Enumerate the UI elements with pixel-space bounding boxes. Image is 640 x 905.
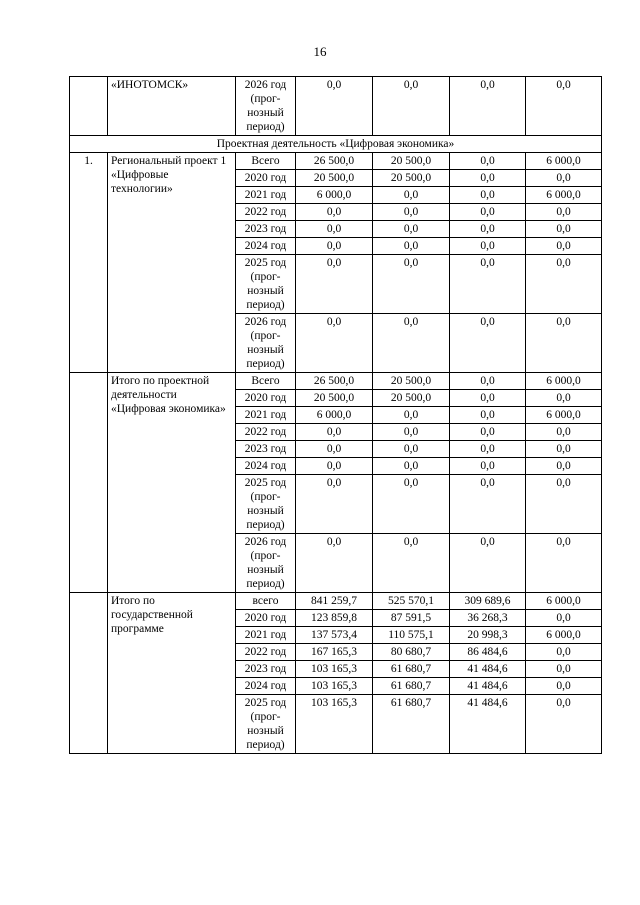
value-cell: 0,0: [450, 238, 526, 255]
value-cell: 26 500,0: [296, 153, 373, 170]
value-cell: 0,0: [526, 678, 602, 695]
value-cell: 0,0: [373, 314, 450, 373]
year-cell: 2023 год: [236, 441, 296, 458]
year-cell: 2022 год: [236, 204, 296, 221]
year-cell: 2024 год: [236, 678, 296, 695]
value-cell: 0,0: [373, 475, 450, 534]
value-cell: 41 484,6: [450, 695, 526, 754]
year-cell: 2020 год: [236, 390, 296, 407]
value-cell: 0,0: [296, 534, 373, 593]
value-cell: 0,0: [296, 204, 373, 221]
value-cell: 20 500,0: [373, 373, 450, 390]
value-cell: 0,0: [450, 314, 526, 373]
program-total-row: [70, 593, 602, 610]
value-cell: 0,0: [526, 170, 602, 187]
value-cell: 6 000,0: [526, 627, 602, 644]
value-cell: 6 000,0: [526, 407, 602, 424]
value-cell: 0,0: [373, 441, 450, 458]
value-cell: 137 573,4: [296, 627, 373, 644]
value-cell: 41 484,6: [450, 661, 526, 678]
value-cell: 0,0: [526, 314, 602, 373]
page-number: 16: [313, 44, 327, 59]
value-cell: 0,0: [450, 170, 526, 187]
year-cell: 2021 год: [236, 627, 296, 644]
value-cell: 0,0: [296, 424, 373, 441]
value-cell: 0,0: [526, 390, 602, 407]
value-cell: 103 165,3: [296, 678, 373, 695]
value-cell: 0,0: [450, 221, 526, 238]
value-cell: 61 680,7: [373, 695, 450, 754]
value-cell: 0,0: [296, 458, 373, 475]
row-index: [70, 77, 108, 136]
value-cell: 61 680,7: [373, 661, 450, 678]
year-cell: 2026 год (прог-нозный период): [236, 314, 296, 373]
top-block-row: [70, 77, 602, 136]
value-cell: 0,0: [450, 424, 526, 441]
year-cell: 2024 год: [236, 458, 296, 475]
value-cell: 0,0: [296, 475, 373, 534]
value-cell: 525 570,1: [373, 593, 450, 610]
value-cell: 0,0: [526, 77, 602, 136]
value-cell: 0,0: [526, 475, 602, 534]
value-cell: 20 500,0: [373, 170, 450, 187]
value-cell: 0,0: [373, 407, 450, 424]
value-cell: 6 000,0: [526, 593, 602, 610]
value-cell: 123 859,8: [296, 610, 373, 627]
value-cell: 0,0: [450, 407, 526, 424]
top-block-name: «ИНОТОМСК»: [108, 77, 236, 136]
value-cell: 0,0: [526, 695, 602, 754]
value-cell: 20 500,0: [296, 390, 373, 407]
value-cell: 0,0: [450, 187, 526, 204]
year-cell: 2020 год: [236, 170, 296, 187]
value-cell: 0,0: [526, 255, 602, 314]
year-cell: 2022 год: [236, 424, 296, 441]
year-cell: 2021 год: [236, 407, 296, 424]
value-cell: 0,0: [296, 77, 373, 136]
year-cell: 2023 год: [236, 661, 296, 678]
year-cell: 2026 год (прог-нозный период): [236, 77, 296, 136]
value-cell: 6 000,0: [526, 153, 602, 170]
value-cell: 6 000,0: [296, 187, 373, 204]
value-cell: 0,0: [296, 221, 373, 238]
regional-project-name: Региональный проект 1 «Цифровые технологии»: [108, 153, 236, 373]
year-cell: 2024 год: [236, 238, 296, 255]
value-cell: 103 165,3: [296, 695, 373, 754]
value-cell: 110 575,1: [373, 627, 450, 644]
value-cell: 86 484,6: [450, 644, 526, 661]
value-cell: 0,0: [526, 441, 602, 458]
value-cell: 0,0: [296, 314, 373, 373]
year-cell: 2026 год (прог-нозный период): [236, 534, 296, 593]
value-cell: 20 998,3: [450, 627, 526, 644]
value-cell: 26 500,0: [296, 373, 373, 390]
value-cell: 0,0: [373, 255, 450, 314]
value-cell: 0,0: [450, 458, 526, 475]
year-cell: 2025 год (прог-нозный период): [236, 695, 296, 754]
value-cell: 0,0: [450, 475, 526, 534]
value-cell: 0,0: [450, 373, 526, 390]
value-cell: 0,0: [526, 610, 602, 627]
value-cell: 87 591,5: [373, 610, 450, 627]
year-cell: Всего: [236, 153, 296, 170]
value-cell: 6 000,0: [296, 407, 373, 424]
value-cell: 41 484,6: [450, 678, 526, 695]
row-index: [70, 373, 108, 593]
value-cell: 0,0: [526, 534, 602, 593]
value-cell: 0,0: [373, 187, 450, 204]
year-cell: 2023 год: [236, 221, 296, 238]
value-cell: 0,0: [296, 255, 373, 314]
row-index: [70, 593, 108, 754]
value-cell: 167 165,3: [296, 644, 373, 661]
value-cell: 0,0: [296, 441, 373, 458]
value-cell: 0,0: [450, 77, 526, 136]
value-cell: 6 000,0: [526, 187, 602, 204]
value-cell: 0,0: [373, 204, 450, 221]
section-row: [70, 136, 602, 153]
value-cell: 0,0: [450, 153, 526, 170]
year-cell: 2021 год: [236, 187, 296, 204]
value-cell: 0,0: [450, 441, 526, 458]
value-cell: 0,0: [373, 534, 450, 593]
value-cell: 0,0: [526, 458, 602, 475]
value-cell: 0,0: [526, 424, 602, 441]
value-cell: 61 680,7: [373, 678, 450, 695]
value-cell: 80 680,7: [373, 644, 450, 661]
value-cell: 841 259,7: [296, 593, 373, 610]
year-cell: всего: [236, 593, 296, 610]
regional-project-row: [70, 153, 602, 170]
value-cell: 20 500,0: [373, 390, 450, 407]
year-cell: 2020 год: [236, 610, 296, 627]
value-cell: 0,0: [450, 390, 526, 407]
value-cell: 6 000,0: [526, 373, 602, 390]
value-cell: 0,0: [526, 221, 602, 238]
value-cell: 20 500,0: [296, 170, 373, 187]
value-cell: 0,0: [373, 238, 450, 255]
year-cell: 2022 год: [236, 644, 296, 661]
year-cell: Всего: [236, 373, 296, 390]
value-cell: 0,0: [373, 77, 450, 136]
budget-table: [69, 76, 602, 754]
value-cell: 0,0: [450, 534, 526, 593]
value-cell: 0,0: [526, 238, 602, 255]
value-cell: 103 165,3: [296, 661, 373, 678]
year-cell: 2025 год (прог-нозный период): [236, 255, 296, 314]
row-index: 1.: [70, 153, 108, 373]
value-cell: 0,0: [373, 424, 450, 441]
value-cell: 0,0: [526, 204, 602, 221]
value-cell: 0,0: [373, 221, 450, 238]
section-title: Проектная деятельность «Цифровая экономика»: [70, 136, 602, 153]
project-total-row: [70, 373, 602, 390]
value-cell: 0,0: [296, 238, 373, 255]
value-cell: 0,0: [526, 661, 602, 678]
value-cell: 0,0: [450, 255, 526, 314]
value-cell: 36 268,3: [450, 610, 526, 627]
value-cell: 0,0: [526, 644, 602, 661]
value-cell: 309 689,6: [450, 593, 526, 610]
value-cell: 20 500,0: [373, 153, 450, 170]
year-cell: 2025 год (прог-нозный период): [236, 475, 296, 534]
project-total-name: Итого по проектной деятельности «Цифровая экономика»: [108, 373, 236, 593]
value-cell: 0,0: [373, 458, 450, 475]
program-total-name: Итого по государственной программе: [108, 593, 236, 754]
value-cell: 0,0: [450, 204, 526, 221]
